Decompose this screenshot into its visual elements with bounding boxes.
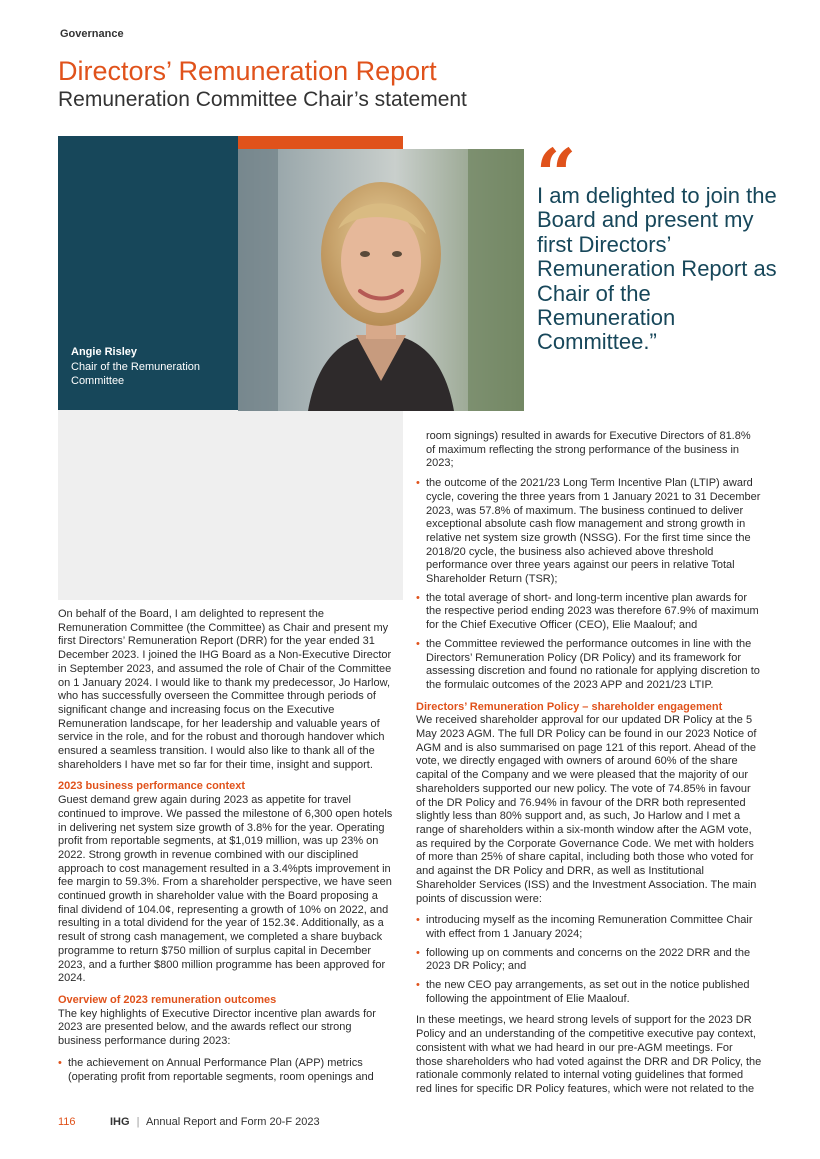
page-number: 116 — [58, 1116, 76, 1128]
intro-paragraph: On behalf of the Board, I am delighted to represent the Remuneration Committee (the Committee) as Chair and present my first Directors’ Remuneration Report (DRR) for the year ended 31 December 2023. I joined the IHG Board as a Non-Executive Director in September 2023, and assumed the role of Chair of the Committee on 1 January 2024. I would like to thank my predecessor, Jo Harlow, who has successfully overseen the Committee through periods of significant change and increasing focus on the Executive Remuneration landscape, for her leadership and valuable years of service in the role, and for the robust and thorough handover which ensured a seamless transition. I would also like to thank all of the shareholders I have met so far for their time, insight and support. — [58, 608, 392, 771]
section-heading: Overview of 2023 remuneration outcomes — [58, 993, 277, 1006]
list-item: • the total average of short- and long-term incentive plan awards for the respective period ending 2023 was therefore 67.9% of maximum for the Chief Executive Officer (CEO), Elie Maalouf; and — [416, 592, 762, 633]
right-column — [416, 430, 762, 1105]
section-label: Governance — [60, 28, 124, 40]
body-paragraph: The key highlights of Executive Director incentive plan awards for 2023 are presented below, and the awards reflect our strong business performance during 2023: — [58, 1007, 376, 1048]
list-item: • introducing myself as the incoming Remuneration Committee Chair with effect from 1 January 2024; — [416, 914, 762, 941]
pull-quote: I am delighted to join the Board and present my first Directors’ Remuneration Report as Chair of the Remuneration Committee.” — [537, 183, 777, 355]
gray-panel — [58, 410, 403, 600]
bullet-list — [416, 477, 762, 693]
page-subtitle: Remuneration Committee Chair’s statement — [58, 88, 467, 111]
portrait-illustration — [238, 149, 524, 411]
page-title: Directors’ Remuneration Report — [58, 56, 437, 86]
bullet-list — [416, 914, 762, 1006]
brand-name: IHG — [110, 1116, 130, 1128]
person-name: Angie Risley — [71, 346, 138, 358]
publication-title: Annual Report and Form 20-F 2023 — [145, 1116, 320, 1128]
left-column — [58, 608, 393, 1092]
footer-publication — [110, 1116, 320, 1128]
body-paragraph: Guest demand grew again during 2023 as appetite for travel continued to improve. We passed the milestone of 6,300 open hotels in delivering net system size growth of 3.8% for the year. Operating profit from reportable segments, at $1,019 million, was up 23% on 2022. Strong growth in revenue combined with our disciplined approach to cost management resulted in a 3.4%pts improvement in fee margin to 59.3%. From a shareholder perspective, we have seen continued growth in shareholder value with the Board proposing a final dividend of 104.0¢, representing a growth of 10% on 2022, and resulting in a total dividend for the year of 152.3¢. Additionally, as a result of strong cash management, we completed a share buyback programme to return $750 million of surplus capital in December 2023, and a further $800 million programme has been approved for 2024. — [58, 794, 393, 985]
body-paragraph: In these meetings, we heard strong levels of support for the 2023 DR Policy and an understanding of the competitive executive pay context, consistent with what we had heard in our pre-AGM meetings. For those shareholders who had voted against the DRR and DR Policy, the rationale commonly related to internal voting guidelines that formed red lines for specific DR Policy features, which were not related to the — [416, 1014, 762, 1095]
list-item: • the new CEO pay arrangements, as set out in the notice published following the appointment of Elie Maalouf. — [416, 979, 762, 1006]
section-heading: Directors’ Remuneration Policy – shareholder engagement — [416, 700, 723, 713]
person-role: Chair of the Remuneration Committee — [71, 361, 201, 387]
portrait-photo — [238, 149, 524, 411]
list-item: • the Committee reviewed the performance outcomes in line with the Directors’ Remuneration Policy (DR Policy) and its framework for assessing discretion and found no rationale for applying discretion to the formulaic outcomes of the 2023 APP and 2021/23 LTIP. — [416, 638, 762, 693]
footer-separator: | — [136, 1116, 140, 1128]
accent-bar — [238, 136, 403, 149]
continued-paragraph: room signings) resulted in awards for Executive Directors of 81.8% of maximum reflecting the strong performance of the business in 2023; — [426, 430, 751, 470]
quote-mark-icon: “ — [536, 133, 577, 216]
section-heading: 2023 business performance context — [58, 780, 246, 793]
body-paragraph: We received shareholder approval for our updated DR Policy at the 5 May 2023 AGM. The full DR Policy can be found in our 2023 Notice of AGM and is also summarised on page 121 of this report. Ahead of the vote, we directly engaged with owners of around 60% of the share capital of the Company and we were pleased that the majority of our shareholders supported our new policy. The vote of 74.85% in favour of the DR Policy and 76.94% in favour of the DRR both represented slightly less than 80% support and, as such, Jo Harlow and I met a range of shareholders within a six-month window after the AGM vote, as required by the Corporate Governance Code. We met with holders of more than 25% of share capital, including both those who voted for and against the DR Policy and DRR, as well as Institutional Shareholder Services (ISS) and the Investment Association. The main points of discussion were: — [416, 714, 757, 905]
list-item: • following up on comments and concerns on the 2022 DRR and the 2023 DR Policy; and — [416, 947, 762, 974]
list-item: • the outcome of the 2021/23 Long Term Incentive Plan (LTIP) award cycle, covering the three years from 1 January 2021 to 31 December 2023, was 57.8% of maximum. The business continued to deliver exceptional absolute cash flow management and strong growth in relative net system size growth (NSSG). For the first time since the 2018/20 cycle, the business also achieved above threshold performance over three years against our peers in relative Total Shareholder Return (TSR); — [416, 477, 762, 587]
list-item: • the achievement on Annual Performance Plan (APP) metrics (operating profit from reportable segments, room openings and — [58, 1057, 393, 1084]
bullet-list — [58, 1057, 393, 1084]
